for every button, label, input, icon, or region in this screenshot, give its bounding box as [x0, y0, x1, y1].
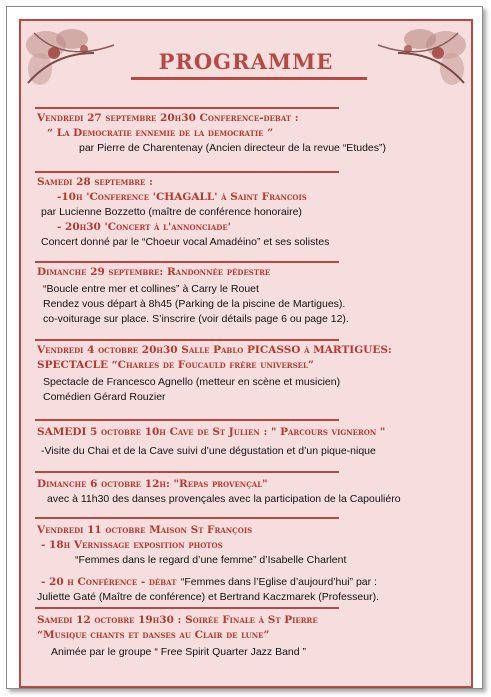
event-section-3: [37, 265, 465, 327]
event-description: “Boucle entre mer et collines” à Carry le Rouet: [43, 283, 259, 295]
event-subtitle: - 20h30 'Concert à l'annonciade': [57, 221, 231, 233]
event-description: co-voiturage sur place. S’inscrire (voir détails page 6 ou page 12).: [43, 313, 349, 325]
event-description: Animée par le groupe “ Free Spirit Quarter Jazz Band ”: [51, 646, 307, 658]
event-section-8: [37, 613, 465, 660]
section-divider: [35, 471, 339, 473]
event-heading: Samedi 28 septembre :: [37, 176, 153, 188]
event-subtitle: - 20 h Conférence - débat: [41, 576, 177, 588]
event-heading: Dimanche 29 septembre: Randonnée pédestre: [37, 266, 271, 278]
event-heading: Dimanche 6 octobre 12h: "Repas provençal": [37, 478, 268, 490]
section-divider: [35, 517, 339, 519]
event-heading: Vendredi 4 octobre 20h30 Salle Pablo PICASSO à MARTIGUES:: [37, 344, 392, 356]
event-section-4: [37, 343, 465, 405]
page-frame: [6, 6, 483, 689]
event-heading: Vendredi 27 septembre 20h30 Conference-debat :: [37, 112, 299, 124]
section-divider: [35, 261, 339, 263]
event-section-5: [37, 425, 465, 459]
section-divider: [35, 607, 339, 609]
program-title: PROGRAMME: [158, 49, 334, 74]
event-speaker: Juliette Gaté (Maître de conférence) et Bertrand Kaczmarek (Professeur).: [37, 591, 379, 603]
event-section-1: [37, 111, 465, 156]
event-description: Spectacle de Francesco Agnello (metteur en scène et musicien): [43, 376, 341, 388]
event-description: avec à 11h30 des danses provençales avec la participation de la Capouliéro: [47, 493, 401, 505]
event-description: “Femmes dans l’Eglise d’aujourd’hui” par :: [180, 576, 377, 588]
event-section-2: [37, 175, 465, 250]
event-conference-line: [37, 572, 465, 590]
event-speaker: par Lucienne Bozzetto (maître de conférence honoraire): [41, 206, 302, 218]
event-heading: Samedi 12 octobre 19h30 : Soirée Finale à St Pierre: [37, 614, 318, 626]
program-panel: [19, 19, 473, 688]
event-subtitle: - 18h Vernissage exposition photos: [41, 539, 223, 551]
event-description: Rendez vous départ à 8h45 (Parking de la piscine de Martigues).: [43, 298, 346, 310]
event-description: -Visite du Chai et de la Cave suivi d’une dégustation et d’un pique-nique: [41, 445, 376, 457]
event-heading: Vendredi 11 octobre Maison St François: [37, 524, 253, 536]
event-section-6: [37, 477, 465, 507]
section-divider: [35, 419, 339, 421]
event-subtitle: “Musique chants et danses au Clair de lune”: [37, 629, 270, 641]
event-description: Concert donné par le “Choeur vocal Amadéino” et ses solistes: [41, 236, 330, 248]
event-subtitle: -10h 'Conference 'CHAGALL' à Saint Francois: [57, 191, 307, 203]
title-underline: [131, 77, 367, 80]
event-subtitle: “ La Democratie ennemie de la democratie ”: [47, 127, 274, 139]
event-section-7: [37, 523, 465, 605]
section-divider: [35, 339, 339, 341]
event-description: “Femmes dans le regard d’une femme” d’Isabelle Charlent: [75, 554, 347, 566]
section-divider: [35, 171, 339, 173]
section-divider: [35, 107, 339, 109]
event-heading: SAMEDI 5 octobre 10h Cave de St Julien : " Parcours vigneron ": [37, 426, 386, 438]
event-subtitle: SPECTACLE “Charles de Foucauld frère universel”: [37, 359, 314, 371]
event-speaker: par Pierre de Charentenay (Ancien directeur de la revue “Etudes”): [79, 142, 386, 154]
event-description: Comédien Gérard Rouzier: [43, 391, 166, 403]
